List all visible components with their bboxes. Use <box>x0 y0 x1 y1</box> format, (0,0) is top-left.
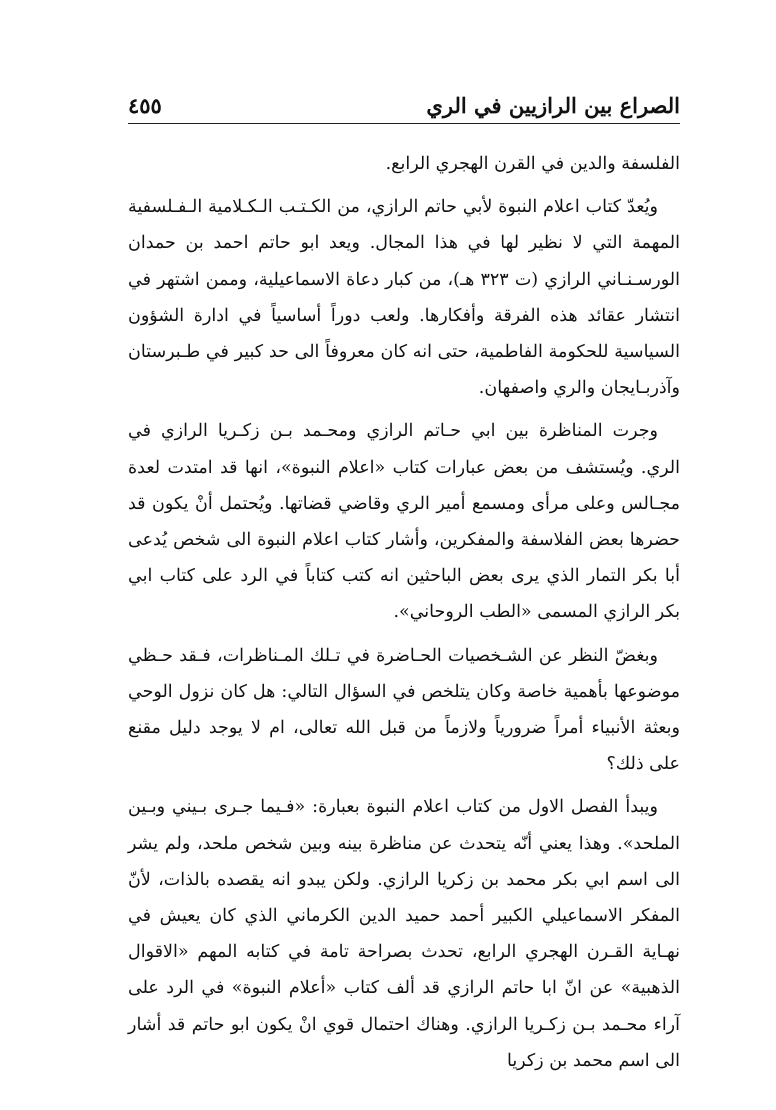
paragraph: الفلسفة والدين في القرن الهجري الرابع. <box>385 154 680 174</box>
paragraph: وبغضّ النظر عن الشـخصيات الحـاضرة في تـلك المـناظرات، فـقد حـظي موضوعها بأهمية خاصة وكان يتلخص في السؤال التالي: هل كان نزول الوحي وبعثة الأنبياء أمراً ضرورياً ولازماً من قبل الله تعالى، ام لا يوجد دليل مقنع على ذلك؟ <box>128 645 680 775</box>
paragraph: ويبدأ الفصل الاول من كتاب اعلام النبوة بعبارة: «فـيما جـرى بـيني وبـين الملحد». وهذا يعني أنّه يتحدث عن مناظرة بينه وبين شخص ملحد، ولم يشر الى اسم ابي بكر محمد بن زكريا الرازي. ولكن يبدو انه يقصده بالذات، لأنّ المفكر الاسماعيلي الكبير أحمد حميد الدين الكرماني الذي كان يعيش في نهـاية القـرن الهجري الرابع، تحدث بصراحة تامة في كتابه المهم «الاقوال الذهبية» عن انّ ابا حاتم الرازي قد ألف كتاب «أعلام النبوة» في الرد على آراء محـمد بـن زكـريا الرازي. وهناك احتمال قوي انْ يكون ابو حاتم قد أشار الى اسم محمد بن زكريا <box>128 797 680 1071</box>
running-title: الصراع بين الرازيين في الري <box>426 93 680 118</box>
page-number: ٤٥٥ <box>128 93 162 118</box>
header-rule <box>128 123 680 124</box>
body-text <box>128 146 680 1086</box>
page-header <box>128 92 680 122</box>
paragraph: وجرت المناظرة بين ابي حـاتم الرازي ومحـمد بـن زكـريا الرازي في الري. ويُستشف من بعض عبارات كتاب «اعلام النبوة»، انها قد امتدت لعدة مجـالس وعلى مرأى ومسمع أمير الري وقاضي قضاتها. ويُحتمل أنْ يكون قد حضرها بعض الفلاسفة والمفكرين، وأشار كتاب اعلام النبوة الى شخص يُدعى أبا بكر التمار الذي يرى بعض الباحثين انه كتب كتاباً في الرد على كتاب ابي بكر الرازي المسمى «الطب الروحاني». <box>128 421 680 623</box>
paragraph: ويُعدّ كتاب اعلام النبوة لأبي حاتم الرازي، من الكـتـب الـكـلامية الـفـلسفية المهمة التي لا نظير لها في هذا المجال. ويعد ابو حاتم احمد بن حمدان الورسـنـاني الرازي (ت ٣٢٣ هـ)، من كبار دعاة الاسماعيلية، وممن اشتهر في انتشار عقائد هذه الفرقة وأفكارها. ولعب دوراً أساسياً في ادارة الشؤون السياسية للحكومة الفاطمية، حتى انه كان معروفاً الى حد كبير في طـبرستان وآذربـايجان والري واصفهان. <box>128 197 680 399</box>
